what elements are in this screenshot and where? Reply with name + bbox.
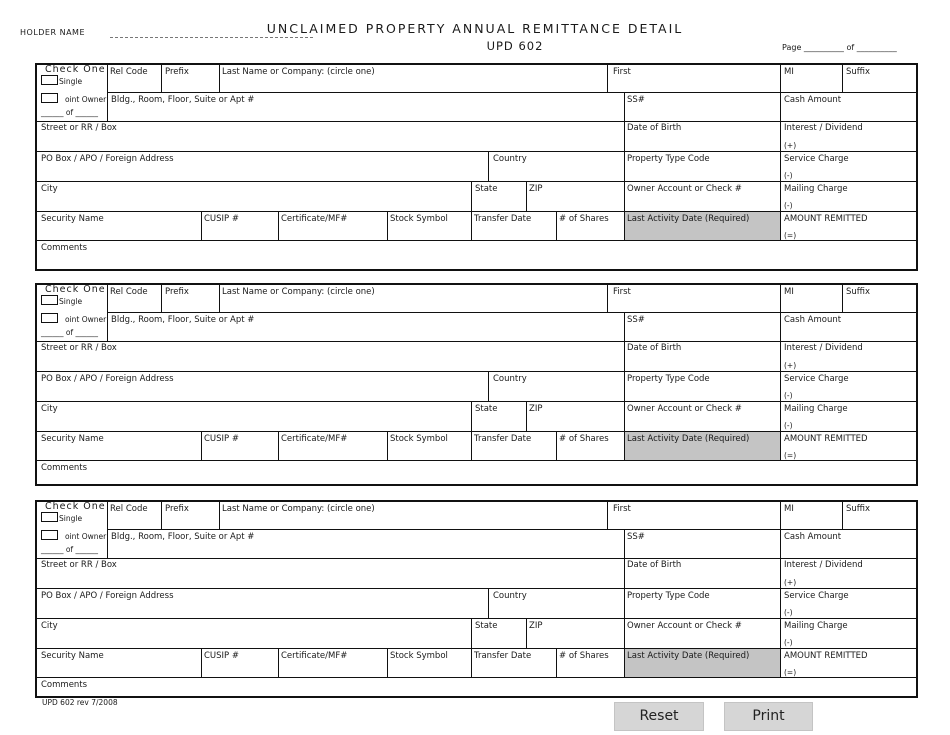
address2-label: Bldg., Room, Floor, Suite or Apt # <box>111 315 255 325</box>
page-counter-label: Page __________ of __________ <box>782 43 897 52</box>
cash-amount-label: Cash Amount <box>784 532 842 542</box>
single-label: Single <box>59 297 83 306</box>
address2-label: Bldg., Room, Floor, Suite or Apt # <box>111 532 255 542</box>
row-divider <box>107 92 916 93</box>
cusip-label: CUSIP # <box>204 214 240 224</box>
mailing-charge-sign: (-) <box>784 421 793 430</box>
interest-label: Interest / Dividend <box>784 560 863 570</box>
row-divider <box>37 181 916 182</box>
mailing-charge-sign: (-) <box>784 638 793 647</box>
city-label: City <box>41 621 58 631</box>
check-one-label: Check One <box>45 501 106 512</box>
cash-amount-label: Cash Amount <box>784 315 842 325</box>
remittance-record <box>35 63 918 271</box>
po-box-label: PO Box / APO / Foreign Address <box>41 591 174 601</box>
owner-account-label: Owner Account or Check # <box>627 184 742 194</box>
mi-label: MI <box>784 504 794 514</box>
joint-owner-checkbox[interactable] <box>41 93 58 103</box>
row-divider <box>37 618 916 619</box>
amount-remitted-label: AMOUNT REMITTED <box>784 214 868 224</box>
prefix-label: Prefix <box>165 504 189 514</box>
last-name-label: Last Name or Company: (circle one) <box>222 287 375 297</box>
cusip-label: CUSIP # <box>204 651 240 661</box>
suffix-label: Suffix <box>846 504 871 514</box>
dob-label: Date of Birth <box>627 123 682 133</box>
single-checkbox[interactable] <box>41 295 58 305</box>
joint-owner-count: ______ of ______ <box>41 108 98 117</box>
po-box-label: PO Box / APO / Foreign Address <box>41 154 174 164</box>
last-activity-label: Last Activity Date (Required) <box>627 651 750 661</box>
single-checkbox[interactable] <box>41 75 58 85</box>
street-label: Street or RR / Box <box>41 343 117 353</box>
single-label: Single <box>59 514 83 523</box>
single-label: Single <box>59 77 83 86</box>
country-label: Country <box>493 591 527 601</box>
city-label: City <box>41 404 58 414</box>
country-label: Country <box>493 154 527 164</box>
joint-owner-label: oint Owner <box>65 315 107 324</box>
mi-label: MI <box>784 287 794 297</box>
row-divider <box>37 558 916 559</box>
stock-symbol-label: Stock Symbol <box>390 214 448 224</box>
last-activity-label: Last Activity Date (Required) <box>627 434 750 444</box>
owner-account-label: Owner Account or Check # <box>627 621 742 631</box>
service-charge-label: Service Charge <box>784 591 849 601</box>
num-shares-label: # of Shares <box>559 651 609 661</box>
check-one-label: Check One <box>45 284 106 295</box>
address2-label: Bldg., Room, Floor, Suite or Apt # <box>111 95 255 105</box>
first-name-label: First <box>613 67 631 77</box>
row-divider <box>37 431 916 432</box>
zip-label: ZIP <box>529 404 543 414</box>
row-divider <box>37 588 916 589</box>
remittance-record <box>35 283 918 486</box>
reset-button[interactable]: Reset <box>614 702 704 731</box>
single-checkbox[interactable] <box>41 512 58 522</box>
interest-sign: (+) <box>784 361 797 370</box>
last-activity-label: Last Activity Date (Required) <box>627 214 750 224</box>
suffix-label: Suffix <box>846 67 871 77</box>
check-one-label: Check One <box>45 64 106 75</box>
ssn-label: SS# <box>627 315 645 325</box>
state-label: State <box>475 621 498 631</box>
service-charge-label: Service Charge <box>784 154 849 164</box>
last-name-label: Last Name or Company: (circle one) <box>222 67 375 77</box>
interest-label: Interest / Dividend <box>784 343 863 353</box>
comments-label: Comments <box>41 463 88 473</box>
print-button[interactable]: Print <box>724 702 813 731</box>
interest-sign: (+) <box>784 141 797 150</box>
prefix-label: Prefix <box>165 287 189 297</box>
po-box-label: PO Box / APO / Foreign Address <box>41 374 174 384</box>
row-divider <box>37 401 916 402</box>
first-name-label: First <box>613 504 631 514</box>
interest-sign: (+) <box>784 578 797 587</box>
mailing-charge-label: Mailing Charge <box>784 184 848 194</box>
amount-remitted-label: AMOUNT REMITTED <box>784 651 868 661</box>
row-divider <box>107 312 916 313</box>
city-label: City <box>41 184 58 194</box>
row-divider <box>37 121 916 122</box>
zip-label: ZIP <box>529 621 543 631</box>
first-name-label: First <box>613 287 631 297</box>
joint-owner-label: oint Owner <box>65 532 107 541</box>
row-divider <box>37 151 916 152</box>
row-divider <box>37 211 916 212</box>
cash-amount-label: Cash Amount <box>784 95 842 105</box>
ssn-label: SS# <box>627 532 645 542</box>
joint-owner-checkbox[interactable] <box>41 313 58 323</box>
transfer-date-label: Transfer Date <box>474 651 532 661</box>
row-divider <box>37 371 916 372</box>
rel-code-label: Rel Code <box>110 504 148 514</box>
amount-remitted-label: AMOUNT REMITTED <box>784 434 868 444</box>
mailing-charge-label: Mailing Charge <box>784 404 848 414</box>
interest-label: Interest / Dividend <box>784 123 863 133</box>
country-label: Country <box>493 374 527 384</box>
rel-code-label: Rel Code <box>110 287 148 297</box>
zip-label: ZIP <box>529 184 543 194</box>
stock-symbol-label: Stock Symbol <box>390 434 448 444</box>
remittance-record <box>35 500 918 698</box>
owner-account-label: Owner Account or Check # <box>627 404 742 414</box>
stock-symbol-label: Stock Symbol <box>390 651 448 661</box>
joint-owner-count: ______ of ______ <box>41 328 98 337</box>
state-label: State <box>475 184 498 194</box>
amount-remitted-sign: (=) <box>784 668 797 677</box>
mailing-charge-sign: (-) <box>784 201 793 210</box>
service-charge-sign: (-) <box>784 608 793 617</box>
dob-label: Date of Birth <box>627 343 682 353</box>
amount-remitted-sign: (=) <box>784 451 797 460</box>
holder-name-label: HOLDER NAME <box>20 28 85 37</box>
comments-label: Comments <box>41 243 88 253</box>
joint-owner-checkbox[interactable] <box>41 530 58 540</box>
comments-label: Comments <box>41 680 88 690</box>
suffix-label: Suffix <box>846 287 871 297</box>
transfer-date-label: Transfer Date <box>474 434 532 444</box>
prefix-label: Prefix <box>165 67 189 77</box>
service-charge-sign: (-) <box>784 171 793 180</box>
certificate-label: Certificate/MF# <box>281 651 348 661</box>
state-label: State <box>475 404 498 414</box>
form-title: UNCLAIMED PROPERTY ANNUAL REMITTANCE DETAIL <box>266 21 684 36</box>
property-type-label: Property Type Code <box>627 591 710 601</box>
row-divider <box>37 341 916 342</box>
holder-name-field[interactable] <box>110 37 313 38</box>
certificate-label: Certificate/MF# <box>281 214 348 224</box>
transfer-date-label: Transfer Date <box>474 214 532 224</box>
security-name-label: Security Name <box>41 434 104 444</box>
mailing-charge-label: Mailing Charge <box>784 621 848 631</box>
service-charge-label: Service Charge <box>784 374 849 384</box>
dob-label: Date of Birth <box>627 560 682 570</box>
amount-remitted-sign: (=) <box>784 231 797 240</box>
num-shares-label: # of Shares <box>559 214 609 224</box>
joint-owner-count: ______ of ______ <box>41 545 98 554</box>
num-shares-label: # of Shares <box>559 434 609 444</box>
rel-code-label: Rel Code <box>110 67 148 77</box>
form-revision: UPD 602 rev 7/2008 <box>42 698 118 707</box>
street-label: Street or RR / Box <box>41 123 117 133</box>
property-type-label: Property Type Code <box>627 154 710 164</box>
property-type-label: Property Type Code <box>627 374 710 384</box>
security-name-label: Security Name <box>41 214 104 224</box>
cusip-label: CUSIP # <box>204 434 240 444</box>
row-divider <box>37 648 916 649</box>
row-divider <box>107 529 916 530</box>
service-charge-sign: (-) <box>784 391 793 400</box>
street-label: Street or RR / Box <box>41 560 117 570</box>
ssn-label: SS# <box>627 95 645 105</box>
mi-label: MI <box>784 67 794 77</box>
security-name-label: Security Name <box>41 651 104 661</box>
last-name-label: Last Name or Company: (circle one) <box>222 504 375 514</box>
certificate-label: Certificate/MF# <box>281 434 348 444</box>
form-subtitle: UPD 602 <box>486 39 544 53</box>
joint-owner-label: oint Owner <box>65 95 107 104</box>
